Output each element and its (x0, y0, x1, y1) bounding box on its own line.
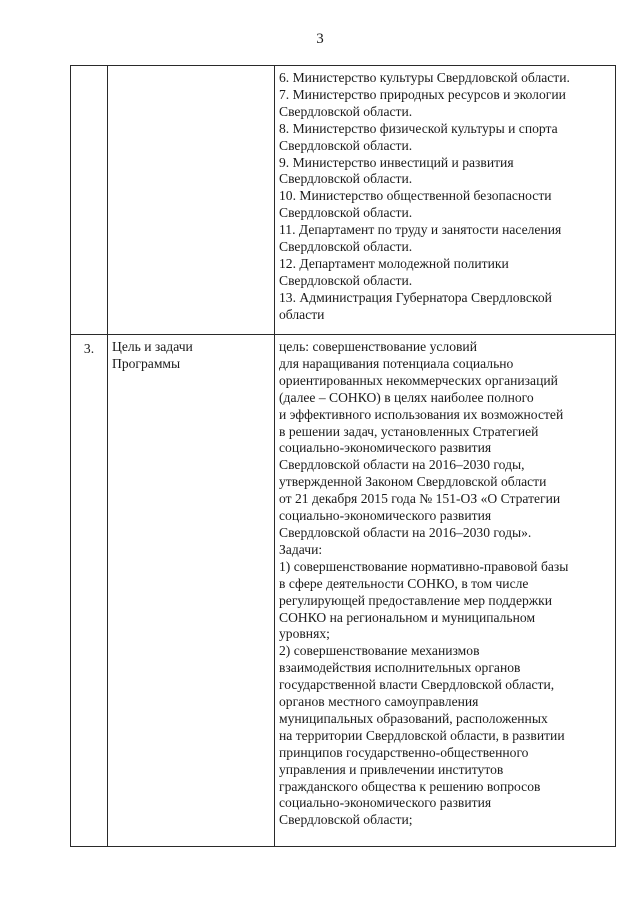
text-line: Свердловской области. (279, 103, 413, 119)
text-line: Задачи: (279, 541, 323, 557)
text-line: в решении задач, установленных Стратегией (279, 423, 539, 439)
text-line: социально-экономического развития (279, 795, 492, 811)
text-line: гражданского общества к решению вопросов (279, 778, 541, 794)
program-table (70, 65, 616, 847)
text-line: Свердловской области на 2016–2030 годы, (279, 457, 525, 473)
text-line: на территории Свердловской области, в развитии (279, 727, 565, 743)
text-line: 11. Департамент по труду и занятости населения (279, 222, 562, 238)
text-line: Цель и задачи (112, 339, 193, 354)
text-line: взаимодействия исполнительных органов (279, 660, 521, 676)
text-line: области (279, 306, 325, 322)
text-line: Свердловской области. (279, 171, 413, 187)
text-line: (далее – СОНКО) в целях наиболее полного (279, 389, 534, 405)
text-line: 1) совершенствование нормативно-правовой базы (279, 558, 569, 574)
text-line: 6. Министерство культуры Свердловской области. (279, 70, 570, 85)
row-content-cell (275, 335, 616, 847)
text-line: принципов государственно-общественного (279, 744, 529, 760)
text-line: 10. Министерство общественной безопасности (279, 188, 552, 204)
text-line: Свердловской области. (279, 239, 413, 255)
text-line: 12. Департамент молодежной политики (279, 255, 509, 271)
text-line: государственной власти Свердловской области, (279, 677, 555, 693)
text-line: 13. Администрация Губернатора Свердловской (279, 289, 552, 305)
text-line: уровнях; (279, 626, 330, 642)
text-line: муниципальных образований, расположенных (279, 710, 548, 726)
text-line: 9. Министерство инвестиций и развития (279, 154, 514, 170)
text-line: Свердловской области. (279, 137, 413, 153)
text-line: Свердловской области. (279, 272, 413, 288)
text-line: 8. Министерство физической культуры и спорта (279, 120, 558, 136)
row-number-cell: 3. (71, 335, 108, 847)
text-line: органов местного самоуправления (279, 694, 479, 710)
text-line: социально-экономического развития (279, 440, 492, 456)
text-line: и эффективного использования их возможностей (279, 406, 564, 422)
text-line: утвержденной Законом Свердловской области (279, 474, 547, 490)
text-line: для наращивания потенциала социально (279, 355, 514, 371)
text-line: Свердловской области на 2016–2030 годы». (279, 524, 532, 540)
text-line: Программы (112, 355, 181, 371)
text-line: от 21 декабря 2015 года № 151-ОЗ «О Стратегии (279, 491, 561, 507)
row-content-cell (275, 66, 616, 335)
text-line: цель: совершенствование условий (279, 339, 477, 354)
row-number-cell (71, 66, 108, 335)
row-name-cell (108, 335, 275, 847)
text-line: 2) совершенствование механизмов (279, 643, 480, 659)
table-row (71, 66, 616, 335)
text-line: управления и привлечении институтов (279, 761, 504, 777)
text-line: СОНКО на региональном и муниципальном (279, 609, 536, 625)
page-number: 3 (316, 31, 324, 47)
table-row (71, 335, 616, 847)
text-line: регулирующей предоставление мер поддержки (279, 592, 553, 608)
text-line: Свердловской области. (279, 205, 413, 221)
text-line: Свердловской области; (279, 812, 413, 828)
text-line: социально-экономического развития (279, 508, 492, 524)
text-line: ориентированных некоммерческих организаций (279, 372, 558, 388)
text-line: в сфере деятельности СОНКО, в том числе (279, 575, 529, 591)
text-line: 7. Министерство природных ресурсов и экологии (279, 86, 566, 102)
row-name-cell (108, 66, 275, 335)
